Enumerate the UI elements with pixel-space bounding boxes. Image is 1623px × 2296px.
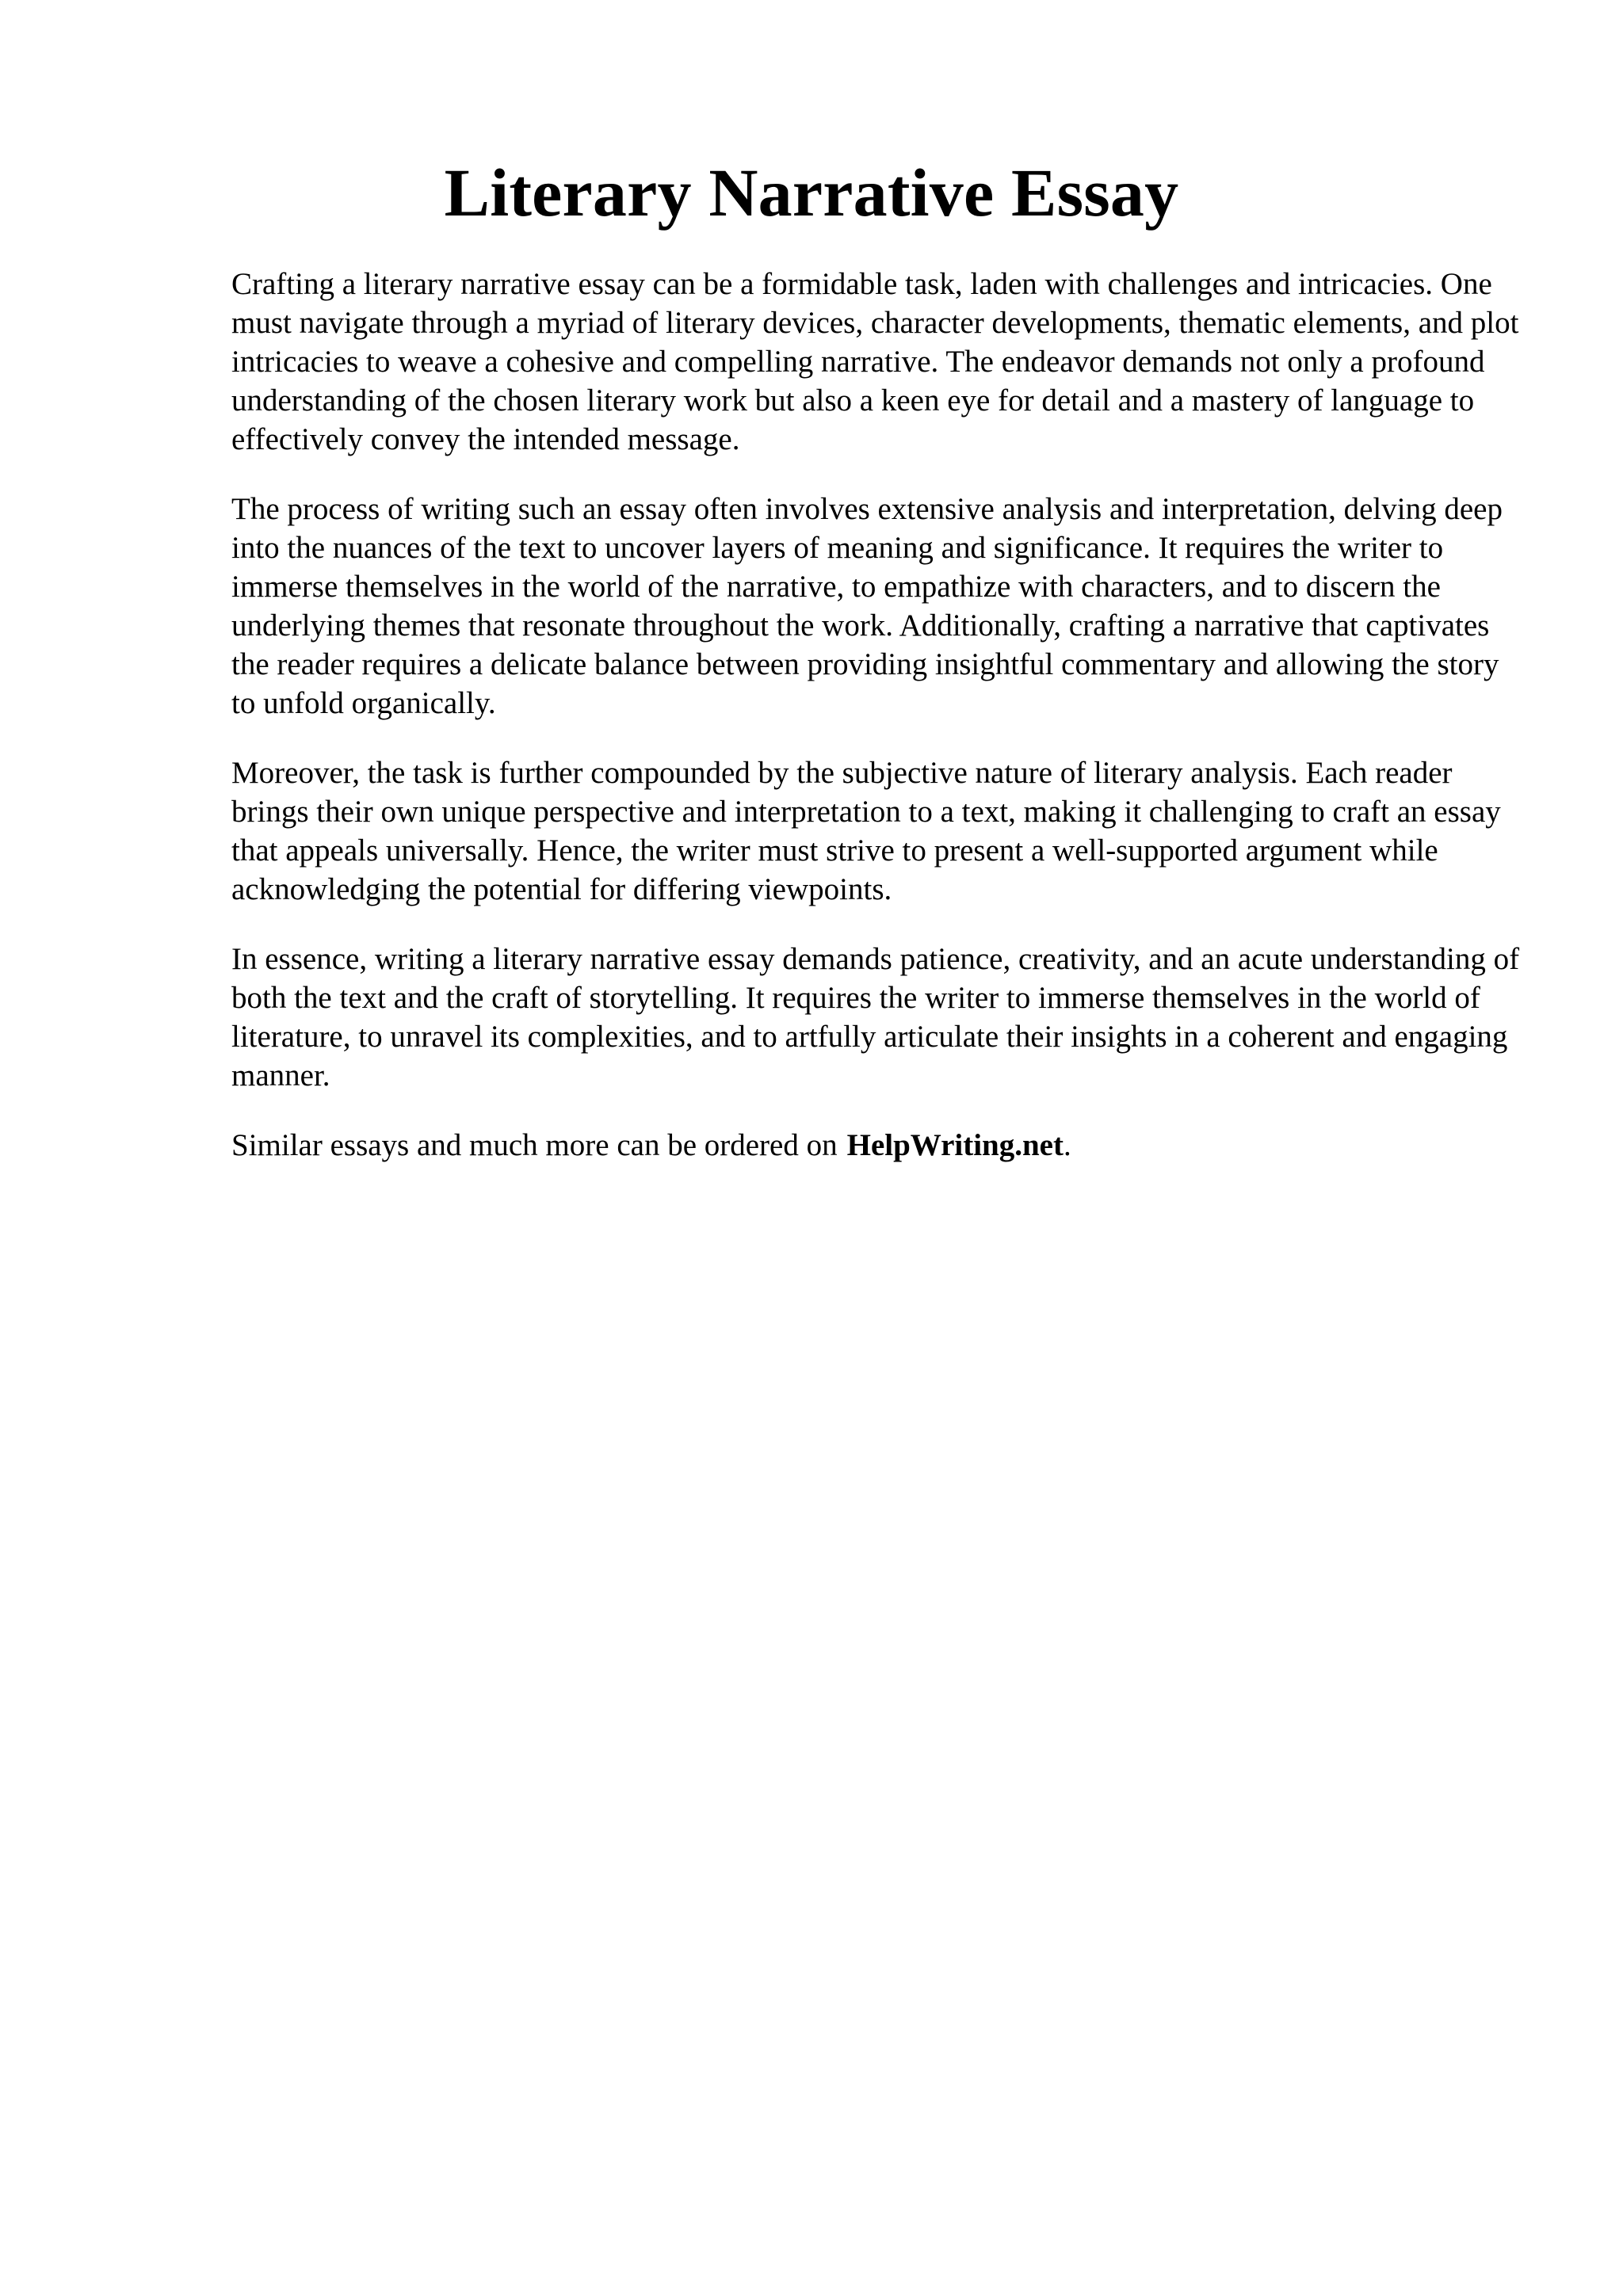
paragraph-4: In essence, writing a literary narrative essay demands patience, creativity, and an acute understanding of both the text and the craft of storytelling. It requires the writer to immerse themselves in the world of literature, to unravel its complexities, and to artfully articulate their insights in a coherent and engaging manner. [231,942,1520,1093]
footer-prefix: Similar essays and much more can be ordered on [231,1128,838,1162]
footer-suffix: . [1063,1128,1071,1162]
paragraph-3: Moreover, the task is further compounded by the subjective nature of literary analysis. Each reader brings their own unique perspective and interpretation to a text, making it challenging to craft an essay that appeals universally. Hence, the writer must strive to present a well-supported argument while acknowledging the potential for differing viewpoints. [231,756,1501,906]
footer-line [231,1126,1523,1165]
paragraph-2: The process of writing such an essay often involves extensive analysis and interpretation, delving deep into the nuances of the text to uncover layers of meaning and significance. It requires the writer to immerse themselves in the world of the narrative, to empathize with characters, and to discern the underlying themes that resonate throughout the work. Additionally, crafting a narrative that captivates the reader requires a delicate balance between providing insightful commentary and allowing the story to unfold organically. [231,492,1503,720]
helpwriting-link[interactable]: HelpWriting.net [846,1128,1064,1162]
page-title: Literary Narrative Essay [444,154,1179,231]
essay-body [231,265,1523,1165]
paragraph-1: Crafting a literary narrative essay can be a formidable task, laden with challenges and intricacies. One must navigate through a myriad of literary devices, character developments, thematic elements, and plot intricacies to weave a cohesive and compelling narrative. The endeavor demands not only a profound understanding of the chosen literary work but also a keen eye for detail and a mastery of language to effectively convey the intended message. [231,267,1519,456]
